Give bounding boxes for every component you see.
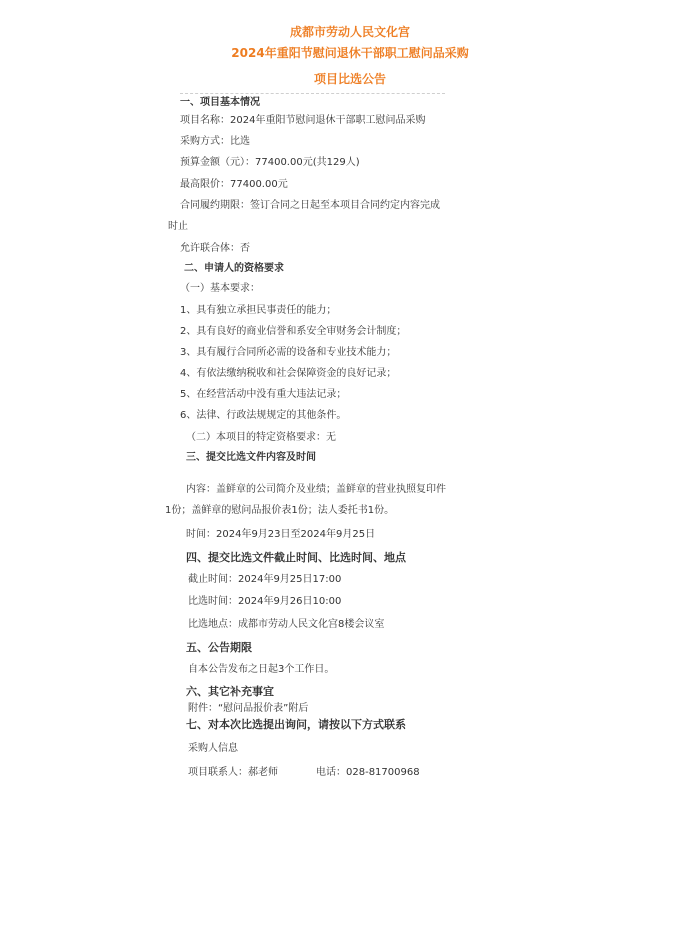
- section7-heading: 七、对本次比选提出询问，请按以下方式联系: [186, 718, 406, 731]
- requirement-item: 6、法律、行政法规规定的其他条件。: [180, 410, 347, 421]
- requirement-item: 3、具有履行合同所必需的设备和专业技术能力；: [180, 347, 397, 358]
- title-divider: [180, 93, 445, 94]
- procurement-method: 采购方式：比选: [180, 136, 250, 147]
- basic-requirements: （一）基本要求：: [180, 283, 260, 294]
- content-line1: 内容：盖鲜章的公司简介及业绩；盖鲜章的营业执照复印件: [186, 484, 446, 495]
- contract-term-line1: 合同履约期限：签订合同之日起至本项目合同约定内容完成: [180, 200, 440, 211]
- requirement-item: 4、有依法缴纳税收和社会保障资金的良好记录；: [180, 368, 397, 379]
- purchaser-info: 采购人信息: [188, 743, 238, 754]
- max-price: 最高限价：77400.00元: [180, 179, 288, 190]
- contract-term-line2: 时止: [168, 221, 188, 232]
- submission-time: 时间：2024年9月23日至2024年9月25日: [186, 529, 376, 540]
- project-name: 项目名称：2024年重阳节慰问退休干部职工慰问品采购: [180, 115, 426, 126]
- consortium-allowed: 允许联合体：否: [180, 243, 250, 254]
- notice-period-text: 自本公告发布之日起3个工作日。: [188, 664, 335, 675]
- requirement-item: 5、在经营活动中没有重大违法记录；: [180, 389, 347, 400]
- requirement-item: 2、具有良好的商业信誉和系安全审财务会计制度；: [180, 326, 407, 337]
- org-title: 成都市劳动人民文化宫: [289, 25, 410, 39]
- deadline-time: 截止时间：2024年9月25日17:00: [188, 574, 342, 585]
- special-requirements: （二）本项目的特定资格要求：无: [186, 432, 336, 443]
- content-line2: 1份；盖鲜章的慰问品报价表1份；法人委托书1份。: [165, 505, 395, 516]
- attachment-note: 附件：“慰问品报价表”附后: [188, 703, 309, 714]
- section2-heading: 二、申请人的资格要求: [184, 263, 284, 274]
- section3-heading: 三、提交比选文件内容及时间: [186, 452, 316, 463]
- section5-heading: 五、公告期限: [186, 641, 252, 654]
- selection-location: 比选地点：成都市劳动人民文化宫8楼会议室: [188, 619, 385, 630]
- notice-title: 项目比选公告: [313, 72, 386, 86]
- project-contact: 项目联系人：郝老师: [188, 767, 278, 778]
- contact-phone: 电话：028-81700968: [316, 767, 420, 778]
- section6-heading: 六、其它补充事宜: [186, 685, 274, 698]
- requirement-item: 1、具有独立承担民事责任的能力；: [180, 305, 337, 316]
- section1-heading: 一、项目基本情况: [180, 97, 260, 108]
- project-title: 2024年重阳节慰问退休干部职工慰问品采购: [231, 46, 469, 60]
- budget-amount: 预算金额（元）：77400.00元(共129人): [180, 157, 360, 168]
- selection-time: 比选时间：2024年9月26日10:00: [188, 596, 342, 607]
- section4-heading: 四、提交比选文件截止时间、比选时间、地点: [186, 551, 406, 564]
